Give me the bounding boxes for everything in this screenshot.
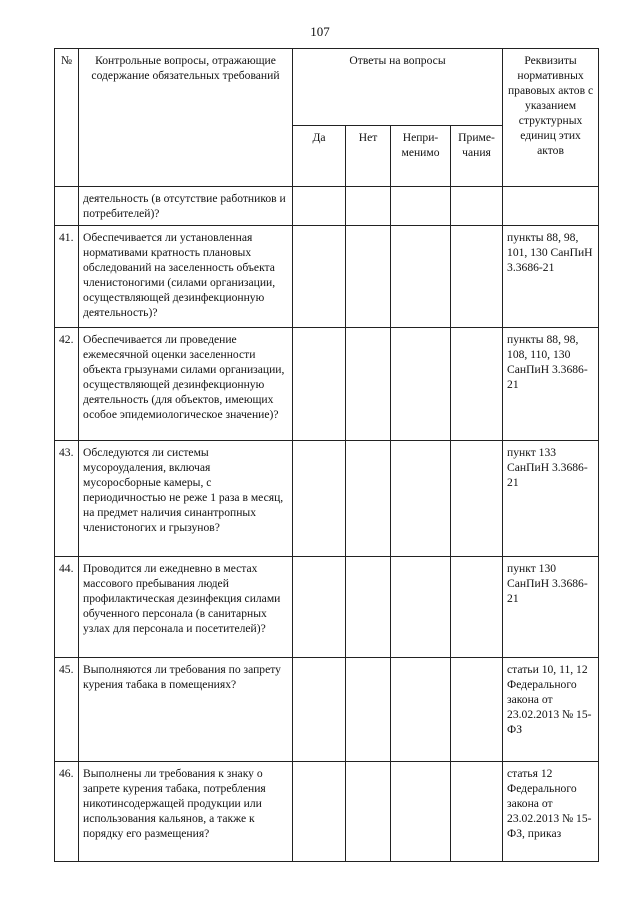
answer-na-cell[interactable] <box>391 187 451 226</box>
answer-yes-cell[interactable] <box>293 187 346 226</box>
answer-no-cell[interactable] <box>346 658 391 762</box>
answer-notes-cell[interactable] <box>451 658 503 762</box>
answer-no-cell[interactable] <box>346 441 391 557</box>
row-question: Обеспечивается ли установленная нормативами кратность плановых обследований на заселенность объекта членистоногими (силами организации, осуществляющей дезинфекционную деятельность)? <box>79 226 293 328</box>
row-reference: статьи 10, 11, 12 Федерального закона от 23.02.2013 № 15-ФЗ <box>503 658 599 762</box>
header-answer-yes: Да <box>293 126 346 187</box>
answer-na-cell[interactable] <box>391 557 451 658</box>
row-reference <box>503 187 599 226</box>
answer-yes-cell[interactable] <box>293 441 346 557</box>
answer-notes-cell[interactable] <box>451 226 503 328</box>
row-question: Выполняются ли требования по запрету курения табака в помещениях? <box>79 658 293 762</box>
row-reference: пункт 133 СанПиН 3.3686-21 <box>503 441 599 557</box>
row-reference: пункты 88, 98, 101, 130 СанПиН 3.3686-21 <box>503 226 599 328</box>
answer-no-cell[interactable] <box>346 187 391 226</box>
row-number: 44. <box>55 557 79 658</box>
header-number: № <box>55 49 79 187</box>
table-row <box>55 762 599 862</box>
answer-notes-cell[interactable] <box>451 762 503 862</box>
answer-no-cell[interactable] <box>346 328 391 441</box>
answer-yes-cell[interactable] <box>293 226 346 328</box>
header-reference: Реквизиты нормативных правовых актов с указанием структурных единиц этих актов <box>503 49 599 187</box>
table-row <box>55 557 599 658</box>
answer-yes-cell[interactable] <box>293 557 346 658</box>
row-question: Обеспечивается ли проведение ежемесячной оценки заселенности объекта грызунами силами организации, осуществляющей дезинфекционную деятельность (для объектов, имеющих особое эпидемиологическое значение)? <box>79 328 293 441</box>
header-answers: Ответы на вопросы <box>293 49 503 126</box>
row-reference: статья 12 Федерального закона от 23.02.2013 № 15-ФЗ, приказ <box>503 762 599 862</box>
answer-notes-cell[interactable] <box>451 557 503 658</box>
table-row <box>55 328 599 441</box>
answer-notes-cell[interactable] <box>451 328 503 441</box>
header-question: Контрольные вопросы, отражающие содержание обязательных требований <box>79 49 293 187</box>
answer-no-cell[interactable] <box>346 762 391 862</box>
answer-na-cell[interactable] <box>391 328 451 441</box>
row-number <box>55 187 79 226</box>
row-number: 42. <box>55 328 79 441</box>
page-number: 107 <box>310 24 330 39</box>
answer-na-cell[interactable] <box>391 441 451 557</box>
row-question: Проводится ли ежедневно в местах массового пребывания людей профилактическая дезинфекция силами обученного персонала (в санитарных узлах для персонала и посетителей)? <box>79 557 293 658</box>
row-number: 45. <box>55 658 79 762</box>
header-row <box>55 49 599 126</box>
checklist-table <box>54 48 599 862</box>
header-answer-no: Нет <box>346 126 391 187</box>
answer-yes-cell[interactable] <box>293 328 346 441</box>
row-reference: пункт 130 СанПиН 3.3686-21 <box>503 557 599 658</box>
table-row <box>55 187 599 226</box>
row-number: 41. <box>55 226 79 328</box>
row-number: 43. <box>55 441 79 557</box>
table-row <box>55 441 599 557</box>
row-question: Обследуются ли системы мусороудаления, включая мусоросборные камеры, с периодичностью не реже 1 раза в месяц, на предмет наличия синантропных членистоногих и грызунов? <box>79 441 293 557</box>
answer-yes-cell[interactable] <box>293 658 346 762</box>
row-number: 46. <box>55 762 79 862</box>
answer-notes-cell[interactable] <box>451 441 503 557</box>
header-answer-na: Непри- менимо <box>391 126 451 187</box>
answer-no-cell[interactable] <box>346 226 391 328</box>
table-row <box>55 226 599 328</box>
answer-yes-cell[interactable] <box>293 762 346 862</box>
answer-no-cell[interactable] <box>346 557 391 658</box>
answer-na-cell[interactable] <box>391 658 451 762</box>
row-reference: пункты 88, 98, 108, 110, 130 СанПиН 3.3686-21 <box>503 328 599 441</box>
table-row <box>55 658 599 762</box>
header-answer-notes: Приме- чания <box>451 126 503 187</box>
answer-notes-cell[interactable] <box>451 187 503 226</box>
row-question: Выполнены ли требования к знаку о запрете курения табака, потребления никотинсодержащей продукции или использования кальянов, а также к порядку его размещения? <box>79 762 293 862</box>
row-question: деятельность (в отсутствие работников и потребителей)? <box>79 187 293 226</box>
answer-na-cell[interactable] <box>391 762 451 862</box>
answer-na-cell[interactable] <box>391 226 451 328</box>
